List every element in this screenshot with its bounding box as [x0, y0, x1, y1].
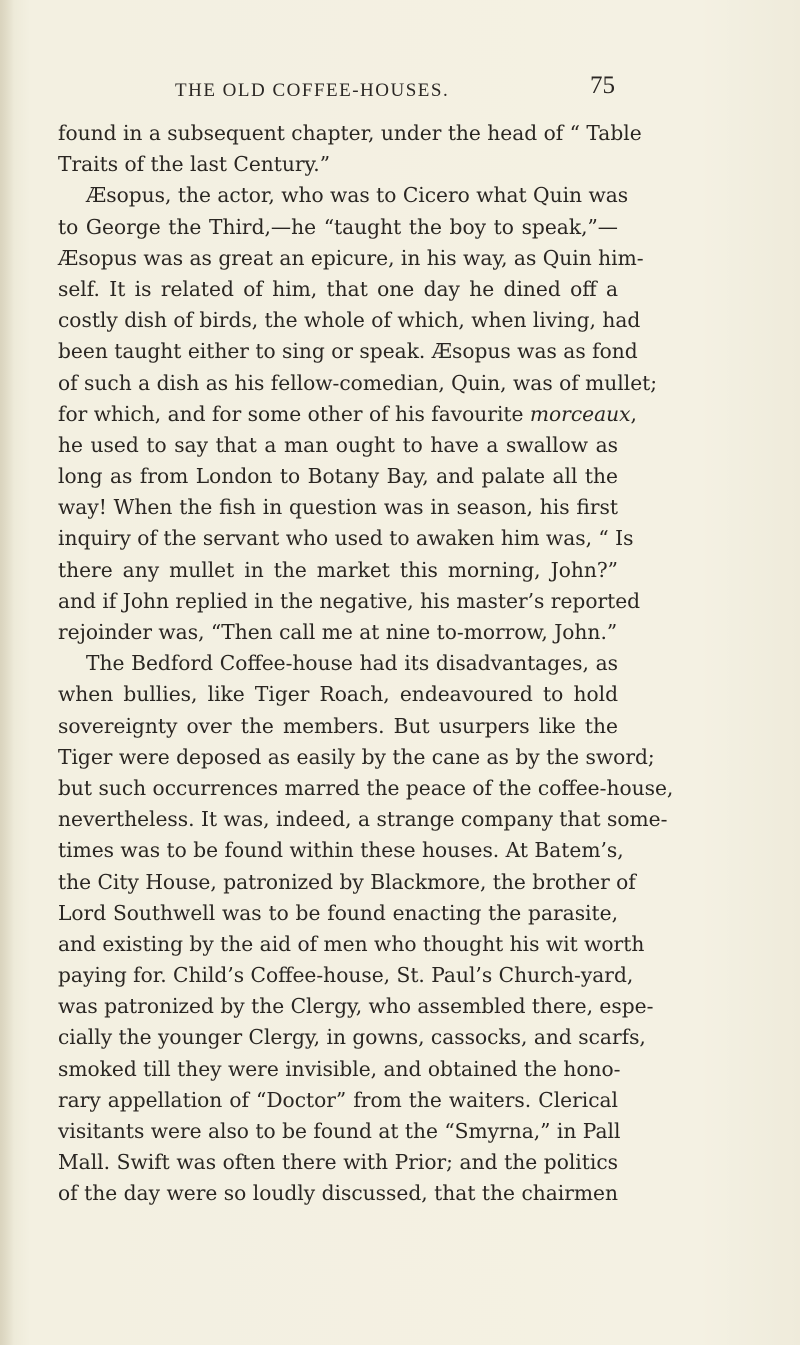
paragraph-start-line: The Bedford Coffee-house had its disadvantages, as [86, 651, 618, 676]
page-header [175, 72, 615, 106]
page-number: 75 [590, 72, 615, 99]
running-head: THE OLD COFFEE-HOUSES. [175, 80, 450, 101]
text-line: Traits of the last Century.” [58, 152, 331, 177]
text-line: for which, and for some other of his favourite morceaux, [58, 401, 637, 426]
text-line: way! When the fish in question was in season, his first [58, 495, 618, 520]
text-line: but such occurrences marred the peace of the coffee-house, [58, 775, 674, 800]
text-line: and if John replied in the negative, his master’s reported [58, 588, 641, 613]
binding-gutter [0, 0, 14, 1345]
text-line: found in a subsequent chapter, under the head of “ Table [58, 121, 642, 145]
text-line: Lord Southwell was to be found enacting the parasite, [58, 900, 618, 925]
text-line: Tiger were deposed as easily by the cane as by the sword; [58, 744, 655, 769]
text-line: Mall. Swift was often there with Prior; and the politics [58, 1150, 618, 1175]
text-line: smoked till they were invisible, and obtained the hono- [58, 1056, 621, 1081]
text-line: when bullies, like Tiger Roach, endeavoured to hold [58, 682, 618, 707]
text-line: Æsopus was as great an epicure, in his way, as Quin him- [58, 245, 644, 270]
text-line: to George the Third,—he “taught the boy to speak,”— [58, 214, 618, 239]
text-line: he used to say that a man ought to have a swallow as [58, 432, 618, 457]
text-line: rary appellation of “Doctor” from the waiters. Clerical [58, 1087, 618, 1112]
text-line: paying for. Child’s Coffee-house, St. Paul’s Church-yard, [58, 963, 634, 988]
text-line: self. It is related of him, that one day he dined off a [58, 276, 618, 301]
text-line: cially the younger Clergy, in gowns, cassocks, and scarfs, [58, 1025, 646, 1050]
text-line: of such a dish as his fellow-comedian, Quin, was of mullet; [58, 370, 658, 395]
text-line: was patronized by the Clergy, who assembled there, espe- [58, 994, 654, 1019]
text-line: long as from London to Botany Bay, and palate all the [58, 464, 618, 489]
text-line: inquiry of the servant who used to awaken him was, “ Is [58, 526, 634, 551]
text-line: rejoinder was, “Then call me at nine to-morrow, John.” [58, 620, 618, 644]
text-line: visitants were also to be found at the “Smyrna,” in Pall [58, 1119, 621, 1143]
text-line: costly dish of birds, the whole of which, when living, had [58, 308, 641, 333]
paragraph-start-line: Æsopus, the actor, who was to Cicero what Quin was [86, 183, 629, 208]
text-line: there any mullet in the market this morning, John?” [58, 557, 618, 582]
text-line: of the day were so loudly discussed, that the chairmen [58, 1181, 618, 1206]
text-line: times was to be found within these houses. At Batem’s, [58, 838, 624, 863]
text-line: been taught either to sing or speak. Æsopus was as fond [58, 339, 638, 364]
text-line: and existing by the aid of men who thought his wit worth [58, 931, 645, 956]
text-line: nevertheless. It was, indeed, a strange company that some- [58, 807, 668, 832]
text-line: the City House, patronized by Blackmore, the brother of [58, 869, 636, 894]
text-line: sovereignty over the members. But usurpers like the [58, 713, 618, 738]
body-text [58, 118, 674, 1210]
italic-word: morceaux [529, 401, 631, 426]
